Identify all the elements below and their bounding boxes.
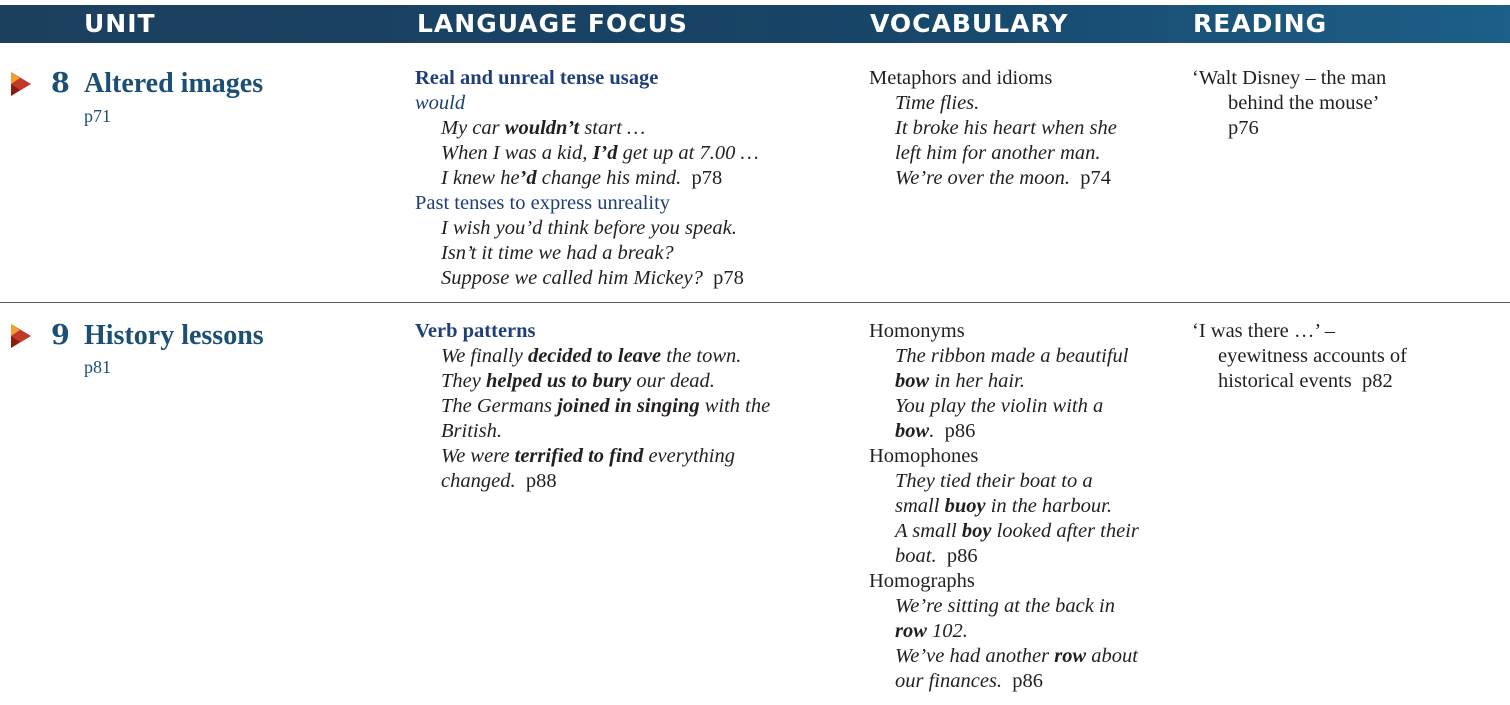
text-fragment: Suppose we called him Mickey? [441, 267, 703, 289]
example-line: I wish you’d think before you speak. [441, 217, 737, 239]
text-fragment: start … [579, 117, 646, 139]
header-bar [0, 5, 1510, 43]
example-line [869, 519, 1139, 544]
page-ref[interactable]: p88 [525, 470, 557, 492]
arrow-marker-icon [7, 322, 33, 350]
example-line [869, 166, 1117, 191]
page-ref[interactable]: p78 [691, 167, 723, 189]
focus-subheading: Past tenses to express unreality [415, 192, 671, 214]
header-unit: UNIT [84, 9, 156, 38]
text-fragment: joined in singing [557, 395, 700, 417]
page-ref[interactable]: p86 [946, 545, 978, 567]
text-fragment: changed. [441, 470, 516, 492]
vocab-heading: Metaphors and idioms [869, 67, 1053, 89]
focus-heading: Real and unreal tense usage [415, 67, 659, 89]
focus-heading: Verb patterns [415, 320, 536, 342]
example-line [415, 444, 770, 469]
text-fragment: A small [895, 520, 962, 542]
example-line [415, 266, 759, 291]
unit-title: History lessons [84, 320, 264, 351]
text-fragment: buoy [944, 495, 986, 517]
example-line [415, 344, 770, 369]
vocab-heading: Homophones [869, 445, 979, 467]
reading-unit8 [1192, 66, 1386, 141]
example-line [869, 544, 1139, 569]
text-fragment: We finally [441, 345, 528, 367]
vocabulary-unit8 [869, 66, 1117, 191]
example-line: They tied their boat to a [895, 470, 1093, 492]
page-ref[interactable]: p76 [1228, 117, 1259, 139]
text-fragment: My car [441, 117, 505, 139]
page-ref[interactable]: p86 [944, 420, 976, 442]
page-ref[interactable]: p82 [1362, 370, 1393, 392]
example-line [869, 644, 1139, 669]
reading-title: behind the mouse’ [1228, 92, 1380, 114]
text-fragment: bow [895, 370, 930, 392]
example-line: Isn’t it time we had a break? [441, 242, 674, 264]
text-fragment: 102. [926, 620, 968, 642]
text-fragment: in her hair. [929, 370, 1025, 392]
text-fragment: small [895, 495, 945, 517]
example-line: British. [441, 420, 502, 442]
example-line: It broke his heart when she [895, 117, 1117, 139]
example-line: left him for another man. [895, 142, 1101, 164]
text-fragment: The Germans [441, 395, 558, 417]
example-line: Time flies. [895, 92, 980, 114]
unit-title: Altered images [84, 68, 264, 99]
text-fragment: helped us to bury [485, 370, 632, 392]
text-fragment: We were [441, 445, 515, 467]
text-fragment: change his mind. [536, 167, 682, 189]
text-fragment: decided to leave [527, 345, 662, 367]
example-line [415, 394, 770, 419]
text-fragment: We’ve had another [895, 645, 1055, 667]
example-line: You play the violin with a [895, 395, 1104, 417]
header-reading: READING [1193, 9, 1328, 38]
text-fragment: I’d [592, 142, 618, 164]
unit-number: 8 [51, 68, 70, 99]
focus-subheading: would [415, 92, 466, 114]
text-fragment: wouldn’t [504, 117, 580, 139]
text-fragment: When I was a kid, [441, 142, 593, 164]
unit-page-link[interactable]: p81 [84, 357, 111, 377]
text-fragment: about [1086, 645, 1138, 667]
text-fragment: I knew he [441, 167, 520, 189]
text-fragment: They [441, 370, 486, 392]
language-focus-unit8 [415, 66, 759, 291]
text-fragment: get up at 7.00 … [617, 142, 759, 164]
text-fragment: our finances. [895, 670, 1003, 692]
unit-number: 9 [51, 320, 70, 351]
reading-title [1192, 369, 1407, 394]
page-ref[interactable]: p74 [1080, 167, 1111, 189]
text-fragment: the town. [661, 345, 742, 367]
text-fragment: everything [643, 445, 735, 467]
reading-title: ‘Walt Disney – the man [1192, 67, 1387, 89]
example-line [869, 669, 1139, 694]
example-line: We’re sitting at the back in [895, 595, 1115, 617]
reading-title: eyewitness accounts of [1218, 345, 1407, 367]
text-fragment: . [929, 420, 935, 442]
vocab-heading: Homonyms [869, 320, 965, 342]
example-line [415, 116, 759, 141]
header-vocabulary: VOCABULARY [870, 9, 1069, 38]
example-line [869, 494, 1139, 519]
example-line [869, 619, 1139, 644]
vocab-heading: Homographs [869, 570, 975, 592]
text-fragment: bow [895, 420, 930, 442]
language-focus-unit9 [415, 319, 770, 494]
arrow-marker-icon [7, 70, 33, 98]
text-fragment: with the [699, 395, 771, 417]
header-language-focus: LANGUAGE FOCUS [417, 9, 688, 38]
text-fragment: looked after their [991, 520, 1139, 542]
example-line [415, 166, 759, 191]
text-fragment: row [895, 620, 927, 642]
text-fragment: in the harbour. [985, 495, 1112, 517]
reading-title: ‘I was there …’ – [1192, 320, 1336, 342]
example-line [415, 469, 770, 494]
text-fragment: boy [961, 520, 992, 542]
text-fragment: our dead. [631, 370, 715, 392]
example-line [869, 419, 1139, 444]
text-fragment: boat. [895, 545, 937, 567]
example-line [415, 369, 770, 394]
text-fragment: terrified to find [514, 445, 644, 467]
text-fragment: We’re over the moon. [895, 167, 1070, 189]
example-line: The ribbon made a beautiful [895, 345, 1129, 367]
row-divider [0, 302, 1510, 303]
text-fragment: historical events [1218, 370, 1352, 392]
page-ref[interactable]: p86 [1012, 670, 1044, 692]
text-fragment: row [1054, 645, 1087, 667]
example-line [415, 141, 759, 166]
vocabulary-unit9 [869, 319, 1139, 694]
text-fragment: ’d [519, 167, 537, 189]
reading-unit9 [1192, 319, 1407, 394]
page-ref[interactable]: p78 [713, 267, 744, 289]
example-line [869, 369, 1139, 394]
unit-page-link[interactable]: p71 [84, 106, 111, 126]
